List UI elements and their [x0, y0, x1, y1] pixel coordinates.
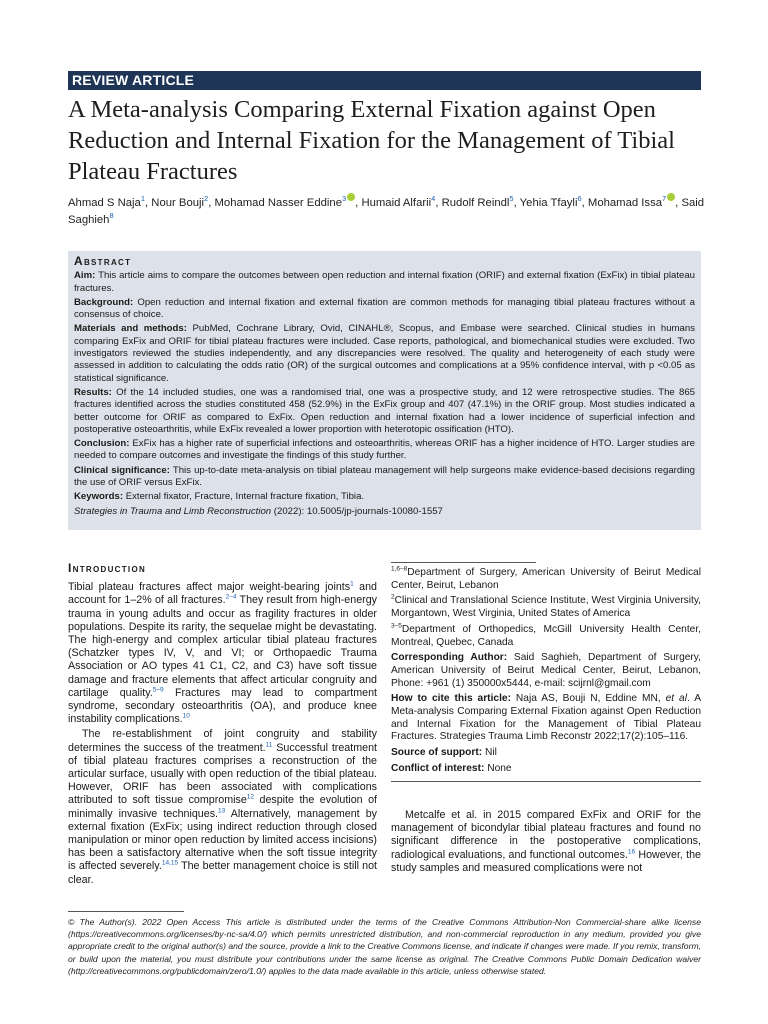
background-label: Background:	[74, 296, 134, 308]
body-text: The re-establishment of joint congruity and stability determines the success of the treatment.	[68, 728, 377, 754]
author-affiliation-number: 6	[577, 194, 582, 204]
abstract-aim	[74, 270, 695, 295]
journal-citation	[74, 506, 695, 518]
aim-text: This article aims to compare the outcomes between open reduction and internal fixation (ORIF) and external fixation (ExFix) in tibial plateau fractures.	[74, 270, 696, 294]
conflict-text: None	[487, 762, 512, 774]
keywords-text: External fixator, Fracture, Internal fracture fixation, Tibia.	[125, 491, 365, 503]
conclusion-label: Conclusion:	[74, 438, 130, 450]
intro-paragraph-2	[68, 728, 377, 886]
affiliation	[391, 567, 701, 592]
orcid-icon[interactable]	[347, 193, 355, 201]
article-type-banner: REVIEW ARTICLE	[68, 71, 701, 90]
abstract-heading: Abstract	[74, 254, 132, 268]
affiliation-text: Department of Orthopedics, McGill University Health Center, Montreal, Quebec, Canada	[391, 623, 701, 648]
citation-ref[interactable]: 12	[246, 793, 255, 801]
corresponding-author	[391, 652, 701, 690]
author-affiliation-number: 5	[509, 194, 514, 204]
affiliation-number: 3–5	[391, 622, 402, 630]
abstract-box	[68, 251, 701, 530]
body-text: Fractures may lead to compartment syndrome, secondary osteoarthritis (OA), and produce knee instability complications.	[68, 686, 377, 726]
body-text-right	[391, 809, 701, 875]
significance-label: Clinical significance:	[74, 464, 170, 476]
cite-text-a: Naja AS, Bouji N, Eddine MN,	[515, 693, 666, 705]
body-text: Alternatively, management by external fixation (ExFix; using indirect reduction through closed manipulation or minor open reduction by limited access incisions) has been a satisfactory alternative when the soft tissue integrity is affected severely.	[68, 807, 378, 873]
footer-divider	[68, 911, 184, 912]
author-name: Mohamad Nasser Eddine	[214, 197, 342, 209]
article-title: A Meta-analysis Comparing External Fixation against Open Reduction and Internal Fixation for the Management of Tibial Plateau Fractures	[68, 96, 675, 185]
abstract-background	[74, 297, 695, 322]
author-affiliation-number: 1	[140, 194, 146, 204]
methods-text: PubMed, Cochrane Library, Ovid, CINAHL®, Scopus, and Embase were searched. Clinical studies in humans comparing ExFix and ORIF for tibial plateau fractures were included. Case reports, pathological, and biomechanical studies were excluded. Two investigators reviewed the studies independently, and any discrepancies were resolved. The quality and heterogeneity of each study were assessed in addition to calculating the odds ratio (OR) of the surgical outcomes and complications at a 95% confidence interval, with p <0.05 as statistical significance.	[74, 323, 695, 384]
abstract-conclusion	[74, 438, 695, 463]
methods-label: Materials and methods:	[74, 323, 187, 335]
body-text: They result from high-energy trauma in young adults and occur as fragility fractures in older populations. Despite its rarity, the sequelae might be devastating. The high-energy and complex articular tibial plateau fractures (Schatzker types IV, V, and VI; or Orthopaedic Trauma Association or AO types 41 C1, C2, and C3) have soft tissue damage and fracture elements that affect articular congruity and cartilage quality.	[68, 594, 377, 699]
author-name: Rudolf Reindl	[441, 197, 510, 209]
orcid-icon[interactable]	[667, 193, 675, 201]
author-affiliation-number: 8	[109, 211, 114, 221]
results-text: Of the 14 included studies, one was a randomised trial, one was a prospective study, and 12 were retrospective studies. The 865 fractures identified across the studies constituted 458 (52.9%) in the ExFix group and 407 (47.1%) in the ORIF group. Most studies indicated a better outcome for ORIF as compared to ExFix. Open reduction and internal fixation had a lower incidence of superficial infection and postoperative osteoarthritis, while ExFix revealed a lower proportion with heterotopic ossification (HTO).	[74, 386, 695, 435]
author-affiliation-number: 2	[204, 194, 209, 204]
citation-ref[interactable]: 10	[182, 712, 190, 720]
citation-ref[interactable]: 2–4	[225, 593, 237, 601]
author-name: Mohamad Issa	[587, 197, 662, 209]
introduction-column	[68, 562, 377, 887]
citation-ref[interactable]: 11	[265, 741, 273, 749]
affiliation	[391, 595, 701, 620]
body-text: despite the evolution of minimally invasive techniques.	[68, 794, 377, 820]
author-name: Nour Bouji	[151, 197, 205, 209]
author-name: Yehia Tfayli	[519, 197, 578, 209]
aim-label: Aim:	[74, 270, 96, 282]
results-label: Results:	[74, 386, 112, 398]
body-text: Tibial plateau fractures affect major weight-bearing joints	[68, 581, 351, 594]
body-text: However, the study samples and measured complications were not	[391, 848, 701, 874]
author-name: Humaid Alfarii	[361, 197, 432, 209]
conclusion-text: ExFix has a higher rate of superficial infections and osteoarthritis, whereas ORIF has a higher incidence of HTO. Larger studies are needed to compare outcomes and investigate the findings of this study further.	[74, 438, 695, 462]
affiliation-list	[391, 567, 701, 649]
corresponding-text: Said Saghieh, Department of Surgery, American University of Beirut Medical Center, Beirut, Lebanon, Phone: +961 (1) 350000x5444, e-mail: scijrnl@gmail.com	[391, 652, 701, 689]
support-label: Source of support:	[391, 747, 483, 759]
author-list: Ahmad S Naja$^1$, Nour Bouji$^2$, Mohamad Nasser Eddine$^3$ , Humaid Alfarii$^4$, Rudolf Reindl$^5$, Yehia Tfayli$^6$, Mohamad Issa$^7$ , Said Saghieh$^8$	[68, 194, 705, 226]
body-text: The better management choice is still not clear.	[68, 860, 377, 886]
abstract-methods	[74, 323, 695, 384]
author-affiliation-number: 7	[662, 194, 667, 204]
conflict-of-interest	[391, 763, 701, 776]
conflict-label: Conflict of interest:	[391, 762, 485, 774]
how-to-cite	[391, 693, 701, 744]
intro-paragraph-1	[68, 581, 377, 726]
citation-ref[interactable]: 1	[350, 580, 354, 588]
cite-label: How to cite this article:	[391, 693, 511, 705]
cite-text-b: . A Meta-analysis Comparing External Fixation against Open Reduction and Internal Fixation for the Management of Tibial Plateau Fractures. Strategies Trauma Limb Reconstr 2022;17(2):105–116.	[391, 693, 702, 743]
background-text: Open reduction and internal fixation and external fixation are common methods for managing tibial plateau fractures without a consensus of choice.	[74, 296, 695, 321]
article-info-column	[391, 562, 701, 782]
citation-ref[interactable]: 16	[627, 848, 636, 856]
support-text: Nil	[484, 747, 497, 759]
license-footnote: © The Author(s). 2022 Open Access This article is distributed under the terms of the Creative Commons Attribution-Non Commercial-share alike license (https://creativecommons.org/licenses/by-nc-sa/4.0/) which permits unrestricted distribution, and non-commercial reproduction in any medium, provided you give appropriate credit to the original author(s) and the source, provide a link to the Creative Commons license, and indicate if changes were made. If you remix, transform, or build upon the material, you must distribute your contributions under the same license as original. The Creative Commons Public Domain Dedication waiver (http://creativecommons.org/publicdomain/zero/1.0/) applies to the data made available in this article, unless otherwise stated.	[68, 917, 701, 976]
author-affiliation-number: 4	[431, 194, 436, 204]
affiliation-text: Department of Surgery, American University of Beirut Medical Center, Beirut, Lebanon	[391, 567, 701, 591]
abstract-significance	[74, 465, 695, 490]
body-text: and account for 1–2% of all fractures.	[68, 581, 377, 607]
affiliation	[391, 624, 701, 649]
author-name: Ahmad S Naja	[68, 197, 141, 209]
significance-text: This up-to-date meta-analysis on tibial plateau management will help surgeons make evidence-based decisions regarding the use of ORIF versus ExFix.	[74, 464, 695, 489]
introduction-heading: Introduction	[68, 561, 147, 575]
keywords-label: Keywords:	[74, 491, 124, 503]
journal-name: Strategies in Trauma and Limb Reconstruction	[74, 505, 272, 517]
citation-ref[interactable]: 14,15	[161, 859, 179, 867]
cite-etal: et al	[665, 693, 687, 705]
citation-ref[interactable]: 13	[218, 807, 226, 815]
source-of-support	[391, 747, 701, 760]
corresponding-label: Corresponding Author:	[391, 652, 508, 664]
body-text: Metcalfe et al. in 2015 compared ExFix and ORIF for the management of bicondylar tibial plateau fractures and found no significant difference in the postoperative complications, radiological evaluations, and functional outcomes.	[391, 809, 701, 861]
citation-ref[interactable]: 5–9	[152, 686, 164, 694]
body-text: Successful treatment of tibial plateau fractures comprises a reconstruction of the articular surface, usually with open reduction of the tibial plateau. However, ORIF has been associated with complications attributed to soft tissue compromise	[68, 741, 377, 807]
affiliation-text: Clinical and Translational Science Institute, West Virginia University, Morgantown, West Virginia, United States of America	[391, 595, 701, 620]
doi-text[interactable]: (2022): 10.5005/jp-journals-10080-1557	[273, 505, 443, 517]
author-name: Said Saghieh	[68, 197, 705, 226]
affiliation-number: 2	[391, 594, 395, 602]
divider	[391, 562, 536, 563]
abstract-keywords	[74, 491, 695, 503]
author-affiliation-number: 3	[341, 194, 347, 204]
abstract-results	[74, 387, 695, 436]
divider	[391, 781, 701, 782]
affiliation-number: 1,6–8	[391, 565, 408, 573]
